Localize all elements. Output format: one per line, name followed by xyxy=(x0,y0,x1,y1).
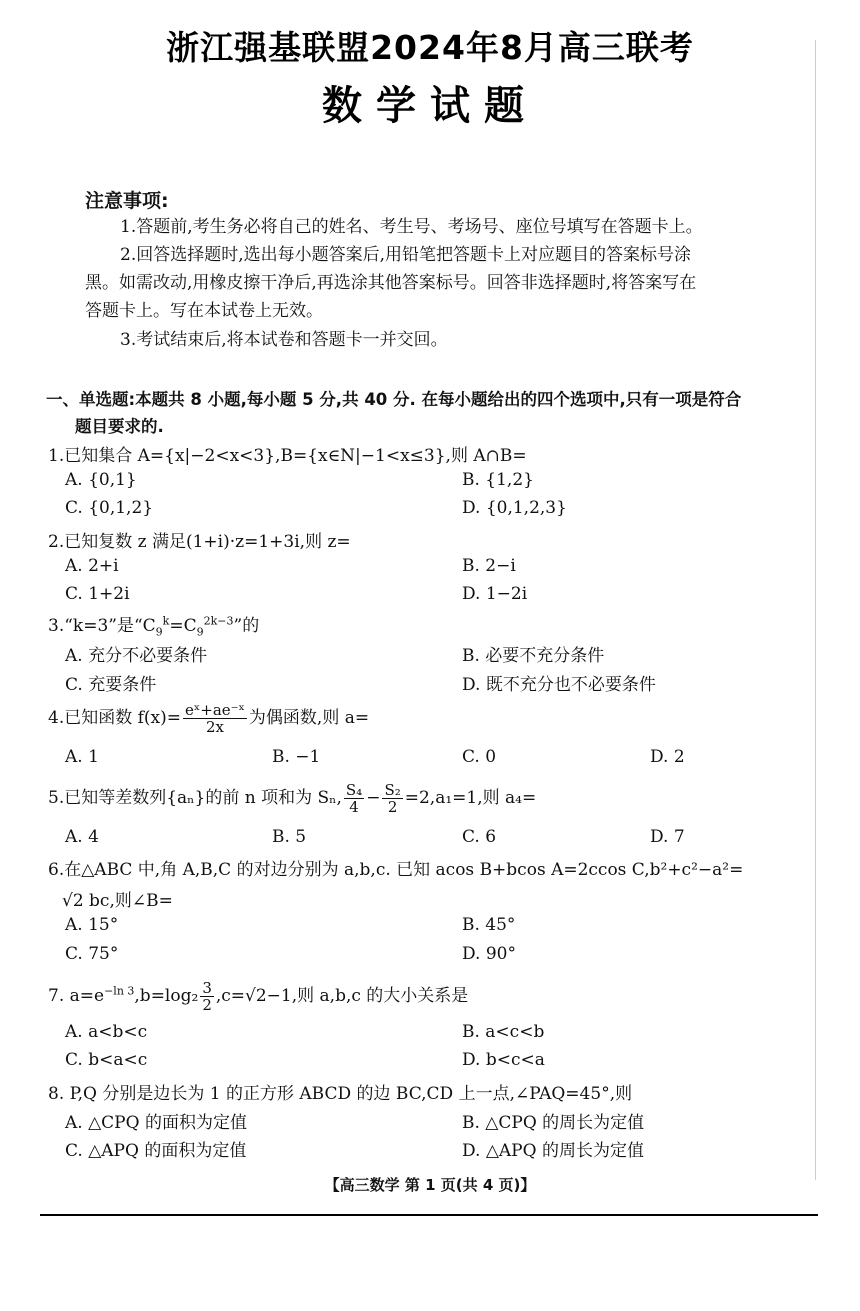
bottom-rule xyxy=(40,1214,818,1216)
q7-option-d: D. b<c<a xyxy=(462,1050,545,1070)
page-edge xyxy=(815,40,816,1180)
q7-numerator: 3 xyxy=(202,979,212,997)
q7-option-b: B. a<c<b xyxy=(462,1022,545,1042)
note-2-line-3: 答题卡上。写在本试卷上无效。 xyxy=(85,301,323,321)
exam-title: 浙江强基联盟2024年8月高三联考 xyxy=(166,28,694,67)
q7-stem-pre: 7. a=e xyxy=(48,986,105,1006)
q7-stem-post: ,c=√2−1,则 a,b,c 的大小关系是 xyxy=(215,986,469,1006)
q5-stem-post: =2,a₁=1,则 a₄= xyxy=(404,788,537,808)
q5-numerator-2: S₂ xyxy=(384,781,401,799)
note-2-line-2: 黑。如需改动,用橡皮擦干净后,再选涂其他答案标号。回答非选择题时,将答案写在 xyxy=(85,273,697,293)
q5-minus: − xyxy=(366,788,381,808)
q2-option-c: C. 1+2i xyxy=(65,584,130,604)
q8-option-d: D. △APQ 的周长为定值 xyxy=(462,1141,644,1161)
note-3: 3.考试结束后,将本试卷和答题卡一并交回。 xyxy=(120,330,448,350)
q4-stem-post: 为偶函数,则 a= xyxy=(248,708,370,728)
q5-fraction-2 xyxy=(382,782,402,815)
q7-fraction xyxy=(200,980,214,1013)
question-5-stem xyxy=(48,782,536,815)
q5-fraction-1 xyxy=(344,782,364,815)
q4-numerator: eˣ+ae⁻ˣ xyxy=(185,701,245,719)
q3-option-c: C. 充要条件 xyxy=(65,675,157,695)
q6-option-b: B. 45° xyxy=(462,915,516,935)
q4-fraction xyxy=(183,702,247,735)
q2-option-b: B. 2−i xyxy=(462,556,516,576)
q7-stem-mid: ,b=log₂ xyxy=(134,986,199,1006)
q2-option-a: A. 2+i xyxy=(65,556,119,576)
q5-option-b: B. 5 xyxy=(272,827,307,847)
q1-option-a: A. {0,1} xyxy=(65,470,137,490)
q8-option-c: C. △APQ 的面积为定值 xyxy=(65,1141,247,1161)
q1-option-d: D. {0,1,2,3} xyxy=(462,498,567,518)
q3-stem-post: ”的 xyxy=(233,616,260,636)
section-heading-line-1: 一、单选题:本题共 8 小题,每小题 5 分,共 40 分. 在每小题给出的四个选项中,只有一项是符合 xyxy=(46,390,742,409)
q3-sub-2: 9 xyxy=(196,625,204,639)
q4-option-b: B. −1 xyxy=(272,747,321,767)
q6-option-c: C. 75° xyxy=(65,944,119,964)
page-footer: 【高三数学 第 1 页(共 4 页)】 xyxy=(324,1176,536,1194)
q1-option-c: C. {0,1,2} xyxy=(65,498,154,518)
q3-option-d: D. 既不充分也不必要条件 xyxy=(462,675,656,695)
section-heading-line-2: 题目要求的. xyxy=(75,417,164,436)
question-4-stem xyxy=(48,702,369,735)
question-6-stem-line-2: √2 bc,则∠B= xyxy=(62,891,173,911)
q5-denominator-1: 4 xyxy=(349,798,359,816)
q3-option-b: B. 必要不充分条件 xyxy=(462,646,605,666)
q3-stem-pre: 3.“k=3”是“C xyxy=(48,616,156,636)
q5-option-c: C. 6 xyxy=(462,827,497,847)
q3-sub-1: 9 xyxy=(155,625,163,639)
q4-option-d: D. 2 xyxy=(650,747,685,767)
question-7-stem xyxy=(48,980,468,1013)
q5-option-a: A. 4 xyxy=(65,827,99,847)
q3-sup-2: 2k−3 xyxy=(203,614,234,628)
q5-stem-pre: 5.已知等差数列{aₙ}的前 n 项和为 Sₙ, xyxy=(48,788,342,808)
q2-option-d: D. 1−2i xyxy=(462,584,528,604)
q4-option-c: C. 0 xyxy=(462,747,497,767)
q4-option-a: A. 1 xyxy=(65,747,99,767)
q7-denominator: 2 xyxy=(202,996,212,1014)
question-8-stem: 8. P,Q 分别是边长为 1 的正方形 ABCD 的边 BC,CD 上一点,∠PAQ=45°,则 xyxy=(48,1084,633,1104)
q3-sup-1: k xyxy=(162,614,170,628)
q8-option-a: A. △CPQ 的面积为定值 xyxy=(65,1113,247,1133)
note-1: 1.答题前,考生务必将自己的姓名、考生号、考场号、座位号填写在答题卡上。 xyxy=(120,217,703,237)
q8-option-b: B. △CPQ 的周长为定值 xyxy=(462,1113,645,1133)
q5-numerator-1: S₄ xyxy=(345,781,363,799)
q6-option-d: D. 90° xyxy=(462,944,516,964)
question-3-stem xyxy=(48,611,259,638)
q6-option-a: A. 15° xyxy=(65,915,119,935)
question-1-stem: 1.已知集合 A={x|−2<x<3},B={x∈N|−1<x≤3},则 A∩B= xyxy=(48,446,527,466)
q7-option-a: A. a<b<c xyxy=(65,1022,148,1042)
q5-option-d: D. 7 xyxy=(650,827,685,847)
q4-stem-pre: 4.已知函数 f(x)= xyxy=(48,708,182,728)
q3-stem-mid: =C xyxy=(169,616,197,636)
q7-exponent: −ln 3 xyxy=(104,984,135,998)
q5-denominator-2: 2 xyxy=(387,798,398,816)
notes-heading: 注意事项: xyxy=(85,190,169,212)
exam-subtitle: 数学试题 xyxy=(322,83,538,129)
q7-option-c: C. b<a<c xyxy=(65,1050,148,1070)
note-2-line-1: 2.回答选择题时,选出每小题答案后,用铅笔把答题卡上对应题目的答案标号涂 xyxy=(120,245,692,265)
q1-option-b: B. {1,2} xyxy=(462,470,534,490)
q4-denominator: 2x xyxy=(205,718,224,736)
question-2-stem: 2.已知复数 z 满足(1+i)·z=1+3i,则 z= xyxy=(48,532,351,552)
q3-option-a: A. 充分不必要条件 xyxy=(65,646,208,666)
question-6-stem-line-1: 6.在△ABC 中,角 A,B,C 的对边分别为 a,b,c. 已知 acos B+bcos A=2ccos C,b²+c²−a²= xyxy=(48,860,744,880)
